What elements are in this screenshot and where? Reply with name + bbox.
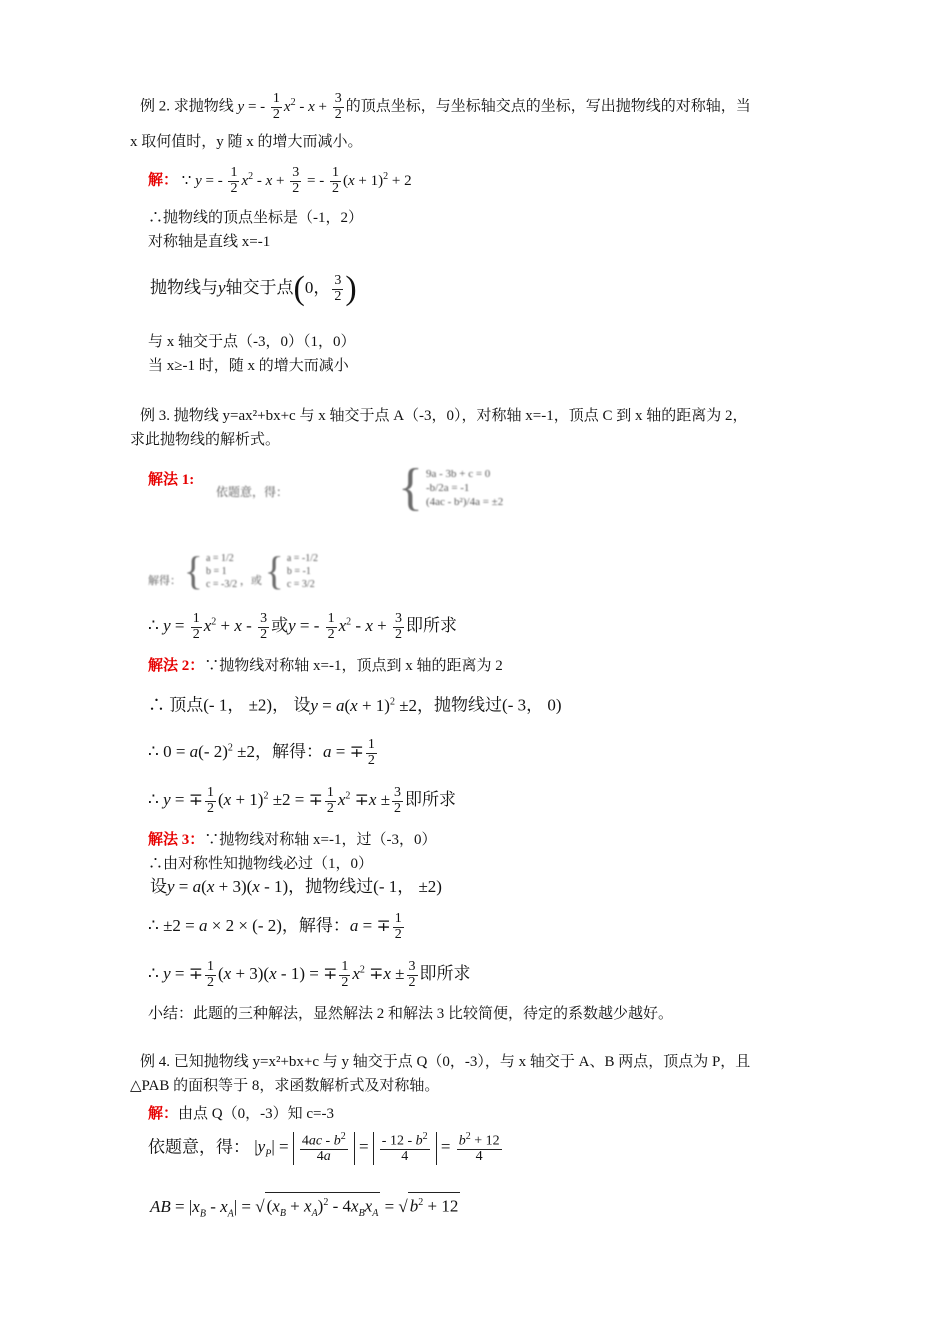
ex3-method1-system: { 9a - 3b + c = 0 -b/2a = -1 (4ac - b²)/4a = ±2 [398, 459, 504, 516]
ex2-axis: 对称轴是直线 x=-1 [148, 234, 271, 250]
ex3-method3-answer: ∴ y = ∓ $\frac{1}{2}$ (x + 3)(x - 1) = ∓ $\frac{1}{2}$ $x^2 \mp x$ ± $\frac{3}{2}$ 即所求 [148, 959, 471, 990]
ex2-decreasing: 当 x≥-1 时，随 x 的增大而减小 [148, 358, 349, 374]
ex2-function: y = - $\frac{1}{2}$ $x^2$ - x + $\frac{3}{2}$ [237, 91, 342, 122]
ex4-question-line2: △PAB 的面积等于 8，求函数解析式及对称轴。 [130, 1078, 440, 1094]
ex2-x-intercepts: 与 x 轴交于点（-3，0）（1，0） [148, 334, 356, 350]
ex2-y-intercept: 抛物线与y轴交于点(0， $\frac{3}{2}$ ) [150, 270, 357, 307]
ex2-question-line1: 例 2. 求抛物线 y = - $\frac{1}{2}$ $x^2$ - x + $\frac{3}{2}$ 的顶点坐标，与坐标轴交点的坐标，写出抛物线的对称轴，当 [140, 91, 751, 122]
ex3-question-line1: 例 3. 抛物线 y=ax²+bx+c 与 x 轴交于点 A（-3，0），对称轴 x=-1，顶点 C 到 x 轴的距离为 2， [140, 408, 748, 424]
ex3-method1-label: 解法 1: [148, 472, 195, 488]
ex3-method2-header: 解法 2：∵抛物线对称轴 x=-1，顶点到 x 轴的距离为 2 [148, 658, 503, 674]
ex3-method1-answer: ∴ y = $\frac{1}{2}$ $x^2 + x$ - $\frac{3}{2}$ 或y = - $\frac{1}{2}$ $x^2$ - x + $\frac{3}{2}$ 即所求 [148, 611, 457, 642]
ex3-method2-line1: ∴ 顶点(- 1， ±2)， 设$y = a(x + 1)^2 \pm 2$，抛物线过(- 3， 0) [148, 695, 562, 715]
ex2-vertex: ∴抛物线的顶点坐标是（-1，2） [148, 210, 363, 226]
ex3-method1-solutions: 解得： { a = 1/2 b = 1 c = -3/2 ，或 { a = -1/2 b = -1 c = 3/2 [148, 548, 319, 593]
ex3-method3-line1: 设y = a(x + 3)(x - 1)，抛物线过(- 1， ±2) [150, 877, 442, 896]
ex4-yp-equation: 依题意，得： $|y_P|$ = $\frac{4ac - b^2}{4a}$ = $\frac{- 12 - b^2}{4}$ = $\frac{b^2 + 12}{4}$ [148, 1131, 500, 1165]
ex2-solution-line: 解： ∵ y = - $\frac{1}{2}$ $x^2$ - x + $\frac{3}{2}$ = - $\frac{1}{2}$ $(x + 1)^2 + 2$ [148, 165, 412, 196]
ex3-method2-answer: ∴ y = ∓ $\frac{1}{2}$ $(x + 1)^2 \pm 2$ = ∓ $\frac{1}{2}$ $x^2 \mp x$ ± $\frac{3}{2}$ 即所求 [148, 785, 457, 816]
ex2-question-line2: x 取何值时，y 随 x 的增大而减小。 [130, 134, 363, 150]
ex4-ab-length: AB = $|x_B - x_A|$ = √ $(x_B + x_A)^2 - 4x_Bx_A$ = √ $b^2 + 12$ [150, 1192, 460, 1224]
ex3-method3-line2: ∴ ±2 = a × 2 × (- 2)，解得：a = ∓ $\frac{1}{2}$ [148, 911, 402, 942]
ex4-question-line1: 例 4. 已知抛物线 y=x²+bx+c 与 y 轴交于点 Q（0，-3），与 x 轴交于 A、B 两点，顶点为 P，且 [140, 1054, 751, 1070]
ex3-summary: 小结：此题的三种解法，显然解法 2 和解法 3 比较简便，待定的系数越少越好。 [148, 1006, 674, 1022]
ex3-method3-symmetry: ∴由对称性知抛物线必过（1，0） [148, 856, 374, 872]
ex3-method3-header: 解法 3：∵抛物线对称轴 x=-1，过（-3，0） [148, 832, 437, 848]
ex3-question-line2: 求此抛物线的解析式。 [130, 432, 281, 448]
ex3-method1-text: 依题意，得： [216, 485, 289, 499]
ex3-method2-line2: ∴ 0 = a(- 2)$^2$ ±2，解得：a = ∓ $\frac{1}{2}$ [148, 737, 375, 768]
ex4-solution-line: 解：由点 Q（0，-3）知 c=-3 [148, 1106, 334, 1122]
